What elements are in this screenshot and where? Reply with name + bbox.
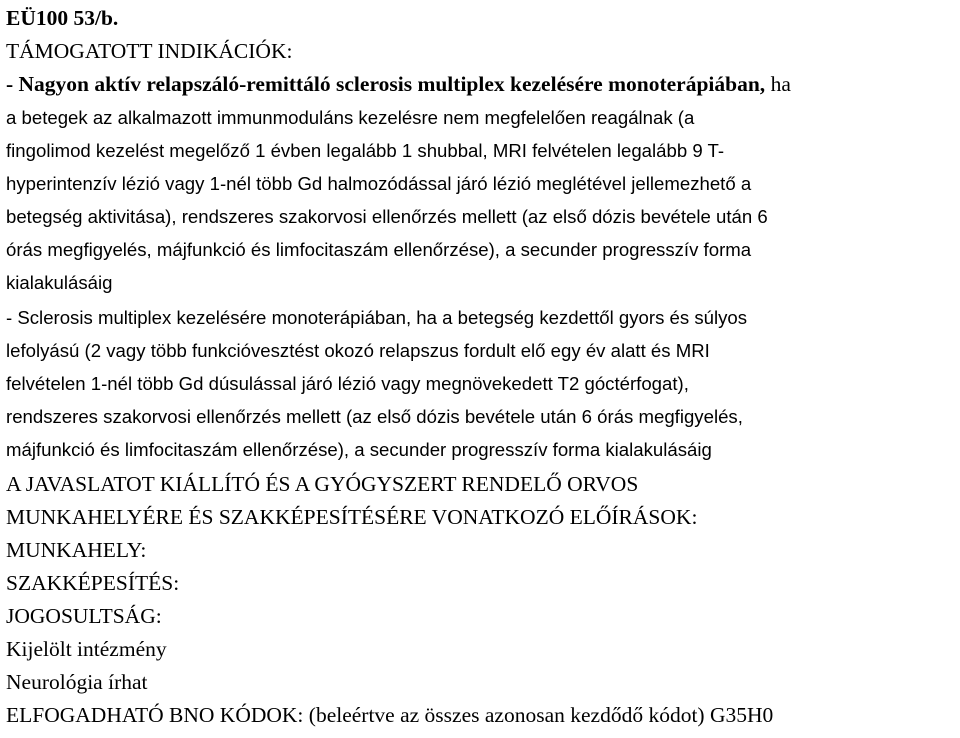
indication-1-line-3: fingolimod kezelést megelőző 1 évben legalább 1 shubbal, MRI felvételen legalább 9 T- — [6, 140, 725, 161]
supported-indications-heading: TÁMOGATOTT INDIKÁCIÓK: — [6, 39, 293, 63]
indication-1-line-4: hyperintenzív lézió vagy 1-nél több Gd halmozódással járó lézió meglétével jellemezhető a — [6, 173, 752, 194]
indication-1-line-6: órás megfigyelés, májfunkció és limfocitaszám ellenőrzése), a secunder progresszív forma — [6, 239, 752, 260]
indication-1-lead: - Nagyon aktív relapszáló-remittáló sclerosis multiplex kezelésére monoterápiában, — [6, 72, 766, 96]
indication-2-line-5: májfunkció és limfocitaszám ellenőrzése), a secunder progresszív forma kialakulásáig — [6, 439, 712, 460]
document-code: EÜ100 53/b. — [6, 6, 119, 30]
bno-codes-line: ELFOGADHATÓ BNO KÓDOK: (beleértve az összes azonosan kezdődő kódot) G35H0 — [6, 703, 774, 727]
indication-2-line-3: felvételen 1-nél több Gd dúsulással járó lézió vagy megnövekedett T2 góctérfogat), — [6, 373, 689, 394]
indication-2-line-4: rendszeres szakorvosi ellenőrzés mellett (az első dózis bevétele után 6 órás megfigyelés, — [6, 406, 743, 427]
indication-2-line-2: lefolyású (2 vagy több funkcióvesztést okozó relapszus fordult elő egy év alatt és MRI — [6, 340, 710, 361]
entitlement-value-1: Kijelölt intézmény — [6, 637, 167, 661]
indication-1-line-5: betegség aktivitása), rendszeres szakorvosi ellenőrzés mellett (az első dózis bevétele után 6 — [6, 206, 768, 227]
indication-1-line-7: kialakulásáig — [6, 272, 113, 293]
workplace-label: MUNKAHELY: — [6, 538, 147, 562]
indication-1-line-2: a betegek az alkalmazott immunmoduláns kezelésre nem megfelelően reagálnak (a — [6, 107, 695, 128]
indication-1-line-1 — [6, 68, 791, 101]
entitlement-value-2: Neurológia írhat — [6, 670, 148, 694]
indication-1-lead-tail: ha — [765, 72, 791, 96]
prescriber-heading-line-2: MUNKAHELYÉRE ÉS SZAKKÉPESÍTÉSÉRE VONATKOZÓ ELŐÍRÁSOK: — [6, 505, 698, 529]
prescriber-heading-line-1: A JAVASLATOT KIÁLLÍTÓ ÉS A GYÓGYSZERT RENDELŐ ORVOS — [6, 472, 639, 496]
entitlement-label: JOGOSULTSÁG: — [6, 604, 162, 628]
specialty-label: SZAKKÉPESÍTÉS: — [6, 571, 180, 595]
indication-2-line-1: - Sclerosis multiplex kezelésére monoterápiában, ha a betegség kezdettől gyors és súlyos — [6, 307, 748, 328]
